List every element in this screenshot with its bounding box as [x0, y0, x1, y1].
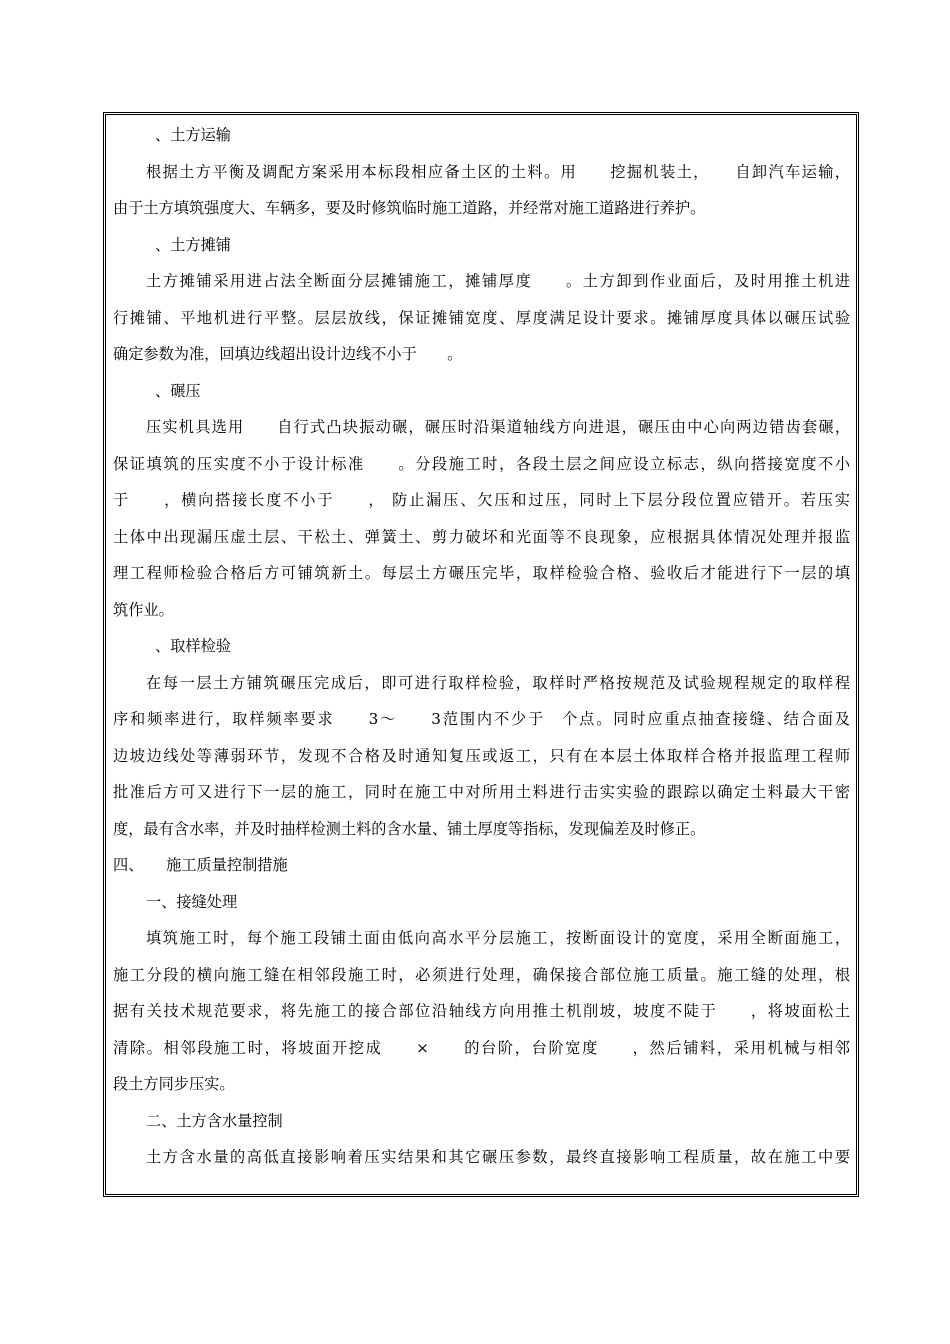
text-line: 二、土方含水量控制	[146, 1111, 283, 1130]
text-line: 段土方同步压实。	[113, 1075, 235, 1093]
text-line: 在每一层土方铺筑碾压完成后，即可进行取样检验，取样时严格按规范及试验规程规定的取样程	[146, 673, 850, 692]
text-line: 由于土方填筑强度大、车辆多，要及时修筑临时施工道路，并经常对施工道路进行养护。	[113, 199, 706, 217]
text-line: 、取样检验	[155, 637, 231, 655]
text-line: 度，最有含水率，并及时抽样检测土料的含水量、铺土厚度等指标，发现偏差及时修正。	[113, 819, 706, 838]
text-line: 理工程师检验合格后方可铺筑新土。每层土方碾压完毕，取样检验合格、验收后才能进行下一层的填	[113, 564, 850, 582]
text-line: 土方摊铺采用进占法全断面分层摊铺施工，摊铺厚度 。土方卸到作业面后，及时用推土机进	[146, 272, 850, 290]
text-line: 四、 施工质量控制措施	[113, 856, 288, 874]
text-line: 保证填筑的压实度不小于设计标准 。分段施工时，各段土层之间应设立标志，纵向搭接宽度不小	[113, 454, 850, 473]
text-line: 据有关技术规范要求，将先施工的接合部位沿轴线方向用推土机削坡，坡度不陡于 ，将坡面松土	[113, 1002, 850, 1020]
text-line: 清除。相邻段施工时，将坡面开挖成 × 的台阶，台阶宽度 ，然后铺料，采用机械与相邻	[113, 1038, 850, 1057]
text-line: 土体中出现漏压虚土层、干松土、弹簧土、剪力破坏和光面等不良现象，应根据具体情况处理并报监	[113, 527, 850, 546]
text-line: 、土方摊铺	[155, 235, 231, 254]
text-line: 一、接缝处理	[146, 892, 238, 911]
text-line: 施工分段的横向施工缝在相邻段施工时，必须进行处理，确保接合部位施工质量。施工缝的处理，根	[113, 965, 850, 984]
text-line: 行摊铺、平地机进行平整。层层放线，保证摊铺宽度、厚度满足设计要求。摊铺厚度具体以碾压试验	[113, 308, 850, 327]
text-line: 确定参数为准，回填边线超出设计边线不小于 。	[113, 345, 463, 363]
text-line: 压实机具选用 自行式凸块振动碾，碾压时沿渠道轴线方向进退，碾压由中心向两边错齿套碾，	[146, 418, 850, 436]
document-frame	[103, 112, 859, 1197]
document-body	[113, 117, 850, 1176]
text-line: 于 ，横向搭接长度不小于 ， 防止漏压、欠压和过压，同时上下层分段位置应错开。若压实	[113, 491, 850, 509]
text-line: 土方含水量的高低直接影响着压实结果和其它碾压参数，最终直接影响工程质量，故在施工中要	[146, 1148, 850, 1166]
text-line: 根据土方平衡及调配方案采用本标段相应备土区的土料。用 挖掘机装土， 自卸汽车运输，	[146, 162, 850, 181]
text-line: 批准后方可又进行下一层的施工，同时在施工中对所用土料进行击实实验的跟踪以确定土料最大干密	[113, 783, 850, 801]
text-line: 、碾压	[155, 381, 201, 400]
text-line: 边坡边线处等薄弱环节，发现不合格及时通知复压或返工，只有在本层土体取样合格并报监理工程师	[113, 746, 850, 765]
text-line: 序和频率进行，取样频率要求 3～ 3范围内不少于 个点。同时应重点抽查接缝、结合面及	[113, 710, 850, 728]
text-line: 填筑施工时，每个施工段铺土面由低向高水平分层施工，按断面设计的宽度，采用全断面施工，	[146, 929, 850, 947]
text-line: 筑作业。	[113, 600, 174, 619]
text-line: 、土方运输	[155, 126, 231, 144]
